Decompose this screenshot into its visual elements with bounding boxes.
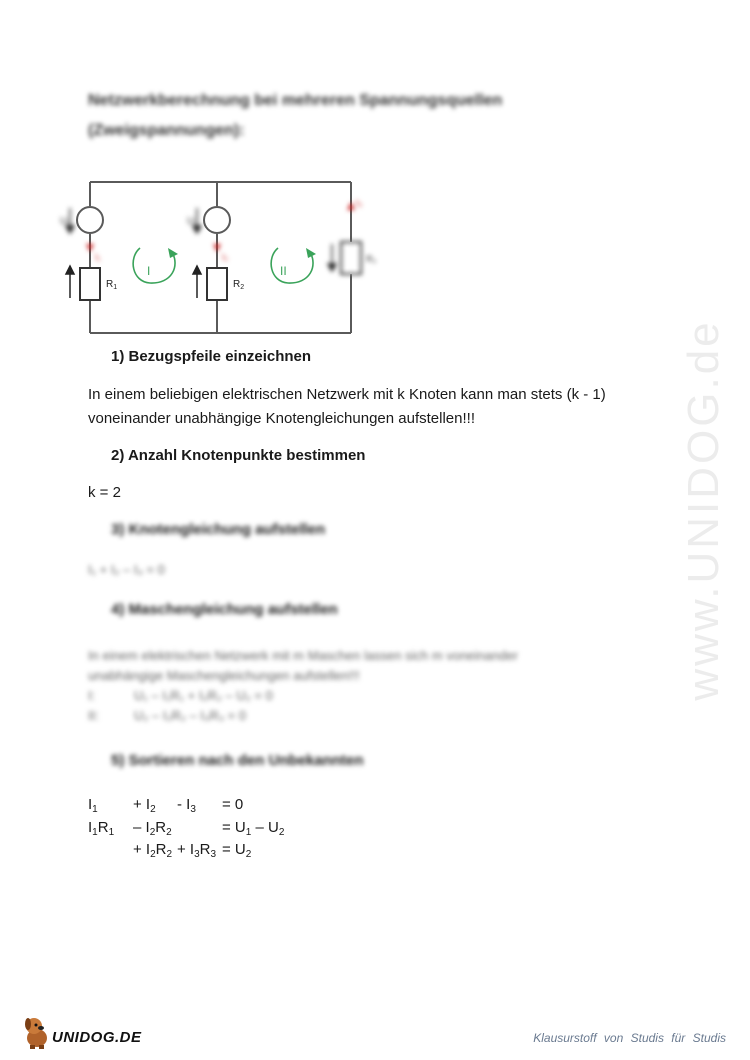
mesh-loop-2 bbox=[271, 248, 313, 283]
step1-text-line2: voneinander unabhängige Knotengleichungen aufstellen!!! bbox=[88, 410, 475, 427]
logo-text[interactable]: UNIDOG.DE bbox=[52, 1029, 142, 1046]
voltage-source-u2 bbox=[204, 207, 230, 233]
step2-value: k = 2 bbox=[88, 484, 121, 501]
step3-equation: I₁ + I₂ – I₃ = 0 bbox=[88, 562, 165, 577]
row1-i1: $I_1$ bbox=[88, 796, 98, 815]
row1-result: = 0 bbox=[222, 796, 244, 813]
step4-text-line2: unabhängige Maschengleichungen aufstellen!!! bbox=[88, 668, 360, 683]
page-title-line1: Netzwerkberechnung bei mehreren Spannungsquellen bbox=[88, 92, 503, 109]
row2-i1r1: $I_1R_1$ bbox=[88, 819, 115, 838]
resistor-r3 bbox=[341, 242, 361, 274]
step4-eq2: U₂ – I₂R₂ – I₃R₃ = 0 bbox=[134, 708, 247, 723]
step4-eq1-label: I: bbox=[88, 688, 96, 703]
watermark: www.UNIDOG.de bbox=[679, 319, 728, 701]
i1-label: I₁ bbox=[95, 252, 101, 262]
i2-label: I₂ bbox=[222, 252, 228, 262]
step3-heading: 3) Knotengleichung aufstellen bbox=[111, 521, 326, 538]
source-voltage-arrows bbox=[66, 208, 336, 271]
row3-i3r3: + $I_3R_3$ bbox=[177, 841, 217, 860]
row1-minus-i3: - $I_3$ bbox=[177, 796, 196, 815]
r2-label: $R_2$ bbox=[233, 279, 245, 291]
step2-heading: 2) Anzahl Knotenpunkte bestimmen bbox=[111, 447, 366, 464]
u1-label: U₁ bbox=[60, 216, 71, 227]
circuit-diagram bbox=[40, 170, 380, 345]
footer-tagline: Klausurstoff von Studis für Studis bbox=[533, 1031, 726, 1045]
step1-text-line1: In einem beliebigen elektrischen Netzwerk mit k Knoten kann man stets (k - 1) bbox=[88, 386, 606, 403]
row2-result: = $U_1 - U_2$ bbox=[222, 819, 285, 838]
mesh-1-label: I bbox=[147, 264, 151, 278]
mesh-2-label: II bbox=[280, 264, 287, 278]
row1-plus-i2: + $I_2$ bbox=[133, 796, 156, 815]
u2-label: U₂ bbox=[187, 216, 199, 227]
resistor-r1 bbox=[80, 268, 100, 300]
r3-label: R₃ bbox=[366, 254, 377, 264]
step4-heading: 4) Maschengleichung aufstellen bbox=[111, 601, 338, 618]
dog-logo-icon bbox=[22, 1014, 52, 1050]
page-title-line2: (Zweigspannungen): bbox=[88, 122, 245, 139]
step4-text-line1: In einem elektrischen Netzwerk mit m Maschen lassen sich m voneinander bbox=[88, 648, 518, 663]
voltage-source-u1 bbox=[77, 207, 103, 233]
row3-result: = $U_2$ bbox=[222, 841, 252, 860]
row3-i2r2: + $I_2R_2$ bbox=[133, 841, 173, 860]
step5-heading: 5) Sortieren nach den Unbekannten bbox=[111, 752, 364, 769]
resistor-r2 bbox=[207, 268, 227, 300]
step4-eq1: U₁ – I₁R₁ + I₂R₂ – U₂ = 0 bbox=[134, 688, 273, 703]
i3-label: I₃ bbox=[356, 198, 363, 208]
step1-heading: 1) Bezugspfeile einzeichnen bbox=[111, 348, 312, 365]
step4-eq2-label: II: bbox=[88, 708, 99, 723]
r1-label: $R_1$ bbox=[106, 279, 118, 291]
mesh-loop-1 bbox=[133, 248, 175, 283]
resistor-r3-group bbox=[341, 242, 361, 274]
row2-i2r2: – $I_2R_2$ bbox=[133, 819, 172, 838]
